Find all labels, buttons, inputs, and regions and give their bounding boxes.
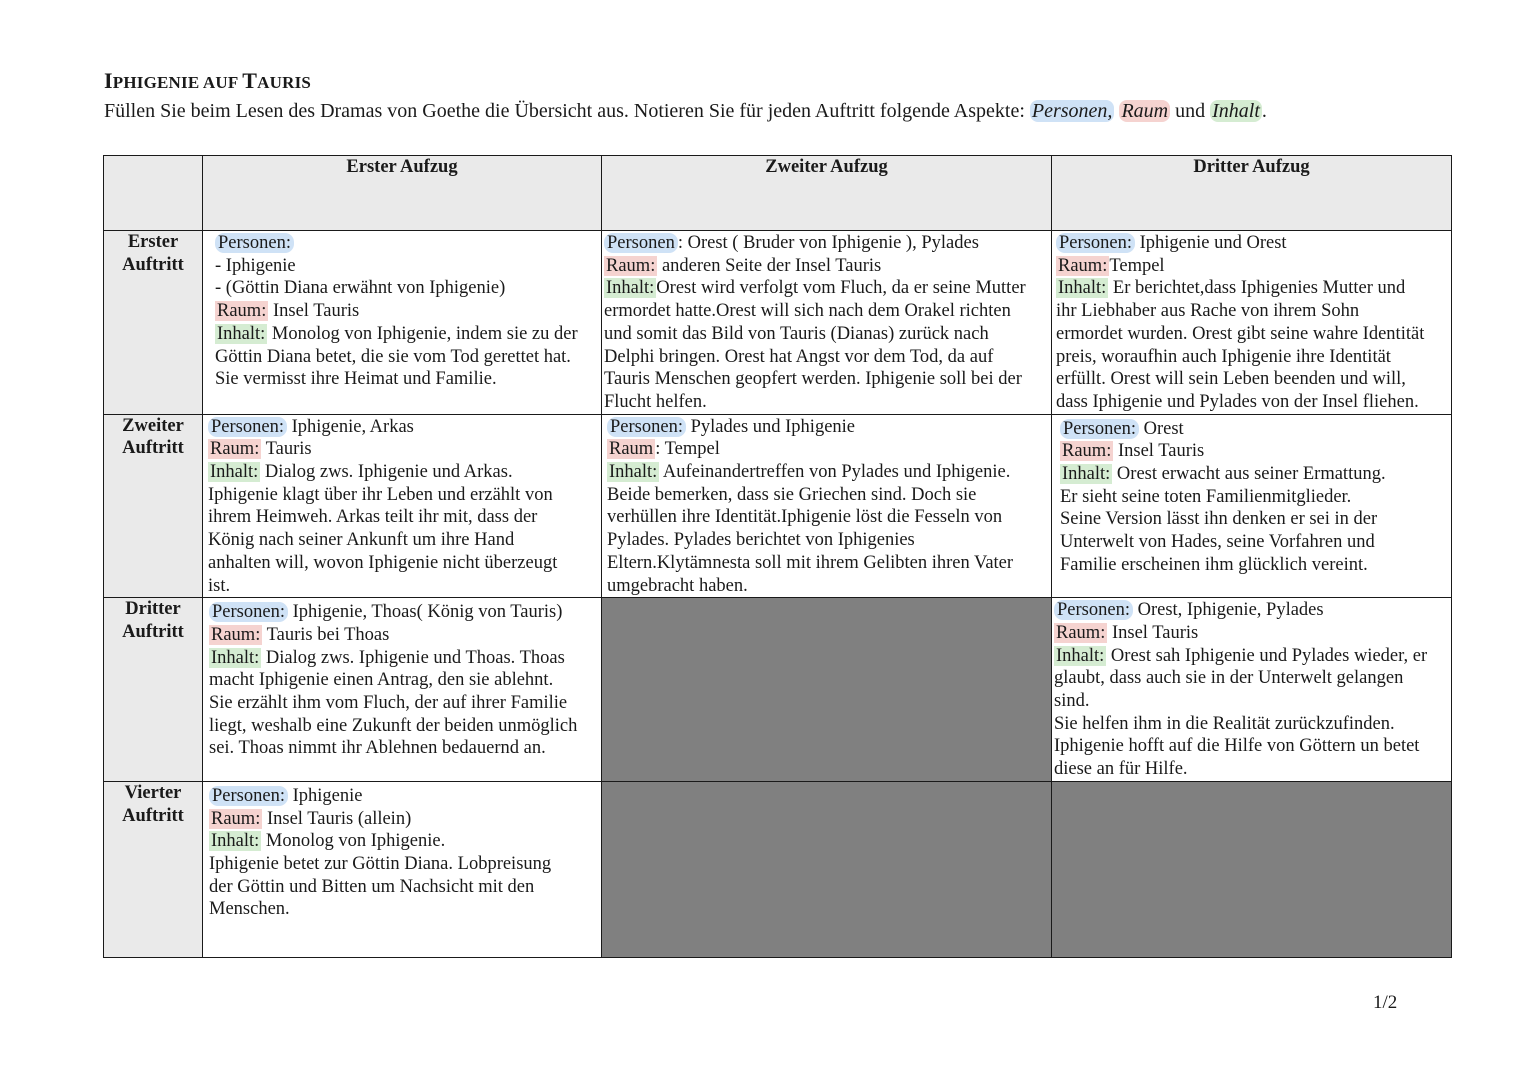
empty-cell-r4-c2 xyxy=(602,781,1052,957)
empty-cell-r4-c3 xyxy=(1052,781,1452,957)
cell-r3-c3: Personen: Orest, Iphigenie, Pylades Raum: Insel Tauris Inhalt: Orest sah Iphigenie und Pylades wieder, er glaubt, dass auch sie in der Unterwelt gelangen sind. Sie helfen ihm in die Realität zurückzufinden. Iphigenie hofft auf die Hilfe von Göttern un betet diese an für Hilfe. xyxy=(1052,598,1452,782)
cell-r2-c1: Personen: Iphigenie, Arkas Raum: Tauris Inhalt: Dialog zws. Iphigenie und Arkas. Iphigenie klagt über ihr Leben und erzählt von ihrem Heimweh. Arkas teilt ihr mit, dass der König nach seiner Ankunft um ihre Hand anhalten will, wovon Iphigenie nicht überzeugt ist. xyxy=(203,414,602,598)
cell-r4-c1: Personen: Iphigenie Raum: Insel Tauris (allein) Inhalt: Monolog von Iphigenie. Iphigenie betet zur Göttin Diana. Lobpreisung der Göttin und Bitten um Nachsicht mit den Menschen. xyxy=(203,781,602,957)
keyword-personen: Personen, xyxy=(1031,100,1113,122)
keyword-inhalt: Inhalt xyxy=(1212,100,1260,122)
instructions: Füllen Sie beim Lesen des Dramas von Goethe die Übersicht aus. Notieren Sie für jeden Auftritt folgende Aspekte: Personen, Raum und Inhalt . xyxy=(104,100,1267,122)
row-header-auftritt-1: Erster Auftritt xyxy=(104,231,203,415)
cell-r2-c3: Personen: Orest Raum: Insel Tauris Inhalt: Orest erwacht aus seiner Ermattung. Er sieht seine toten Familienmitglieder. Seine Version lässt ihn denken er sei in der Unterwelt von Hades, seine Vorfahren und Familie erscheinen ihm glücklich vereint. xyxy=(1052,414,1452,598)
cell-r3-c1: Personen: Iphigenie, Thoas( König von Tauris) Raum: Tauris bei Thoas Inhalt: Dialog zws. Iphigenie und Thoas. Thoas macht Iphigenie einen Antrag, den sie ablehnt. Sie erzählt ihm vom Fluch, der auf ihrer Familie liegt, weshalb eine Zukunft der beiden unmöglich sei. Thoas nimmt ihr Ablehnen bedauernd an. xyxy=(203,598,602,782)
cell-r1-c2: Personen : Orest ( Bruder von Iphigenie ), Pylades Raum: anderen Seite der Insel Tauris Inhalt: Orest wird verfolgt vom Fluch, da er seine Mutter ermordet hatte.Orest will sich nach dem Orakel richten und somit das Bild von Tauris (Dianas) zurück nach Delphi bringen. Orest hat Angst vor dem Tod, da auf Tauris Menschen geopfert werden. Iphigenie soll bei der Flucht helfen. xyxy=(602,231,1052,415)
cell-r1-c3: Personen: Iphigenie und Orest Raum: Tempel Inhalt: Er berichtet,dass Iphigenies Mutter und ihr Liebhaber aus Rache von ihrem Sohn ermordet wurden. Orest gibt seine wahre Identität preis, woraufhin auch Iphigenie ihre Identität erfüllt. Orest will sein Leben beenden und will, dass Iphigenie und Pylades von der Insel fliehen. xyxy=(1052,231,1452,415)
page-number: 1/2 xyxy=(1373,992,1398,1013)
cell-r1-c1: Personen: - Iphigenie - (Göttin Diana erwähnt von Iphigenie) Raum: Insel Tauris Inhalt: Monolog von Iphigenie, indem sie zu der Göttin Diana betet, die sie vom Tod gerettet hat. Sie vermisst ihre Heimat und Familie. xyxy=(203,231,602,415)
corner-cell xyxy=(104,156,203,231)
overview-table xyxy=(103,155,1452,958)
column-header-aufzug-3: Dritter Aufzug xyxy=(1052,156,1452,231)
empty-cell-r3-c2 xyxy=(602,598,1052,782)
row-header-auftritt-3: Dritter Auftritt xyxy=(104,598,203,782)
row-header-auftritt-2: Zweiter Auftritt xyxy=(104,414,203,598)
column-header-aufzug-2: Zweiter Aufzug xyxy=(602,156,1052,231)
document-title: IPHIGENIE AUF TAURIS xyxy=(104,68,312,93)
row-header-auftritt-4: Vierter Auftritt xyxy=(104,781,203,957)
cell-r2-c2: Personen: Pylades und Iphigenie Raum : Tempel Inhalt: Aufeinandertreffen von Pylades und Iphigenie. Beide bemerken, dass sie Griechen sind. Doch sie verhüllen ihre Identität.Iphigenie löst die Fesseln von Pylades. Pylades berichtet von Iphigenies Eltern.Klytämnesta soll mit ihrem Gelibten ihren Vater umgebracht haben. xyxy=(602,414,1052,598)
keyword-raum: Raum xyxy=(1121,100,1169,122)
column-header-aufzug-1: Erster Aufzug xyxy=(203,156,602,231)
